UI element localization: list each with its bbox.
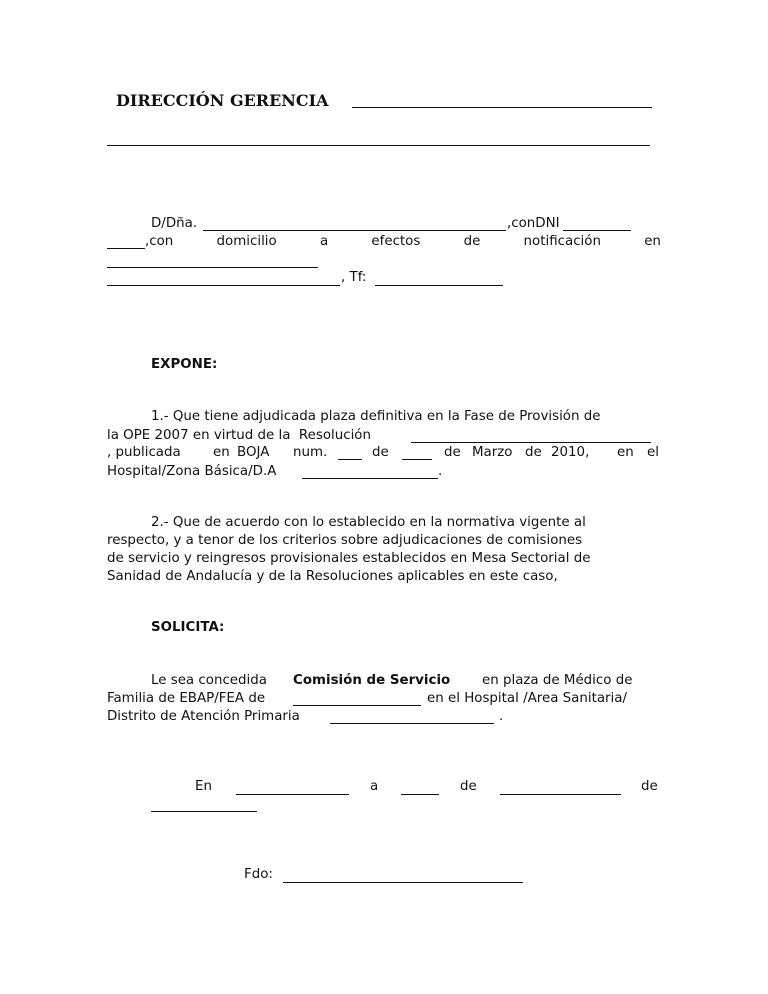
phone-blank[interactable] bbox=[375, 285, 503, 286]
word: , publicada bbox=[107, 445, 181, 460]
solicita-heading: SOLICITA: bbox=[151, 620, 225, 635]
place-blank[interactable] bbox=[236, 794, 349, 795]
expone-p1-line1: 1.- Que tiene adjudicada plaza definitiva en la Fase de Provisión de bbox=[151, 409, 601, 424]
dni-continuation-blank[interactable] bbox=[107, 248, 145, 249]
solicita-line1-suffix: en plaza de Médico de bbox=[482, 673, 633, 688]
period: . bbox=[438, 464, 443, 479]
solicita-line2-prefix: Familia de EBAP/FEA de bbox=[107, 691, 266, 706]
address-blank-2[interactable] bbox=[107, 285, 340, 286]
word: ,con bbox=[145, 234, 174, 249]
expone-p1-line3 bbox=[107, 444, 661, 462]
day-blank[interactable] bbox=[402, 459, 432, 460]
word: de bbox=[463, 234, 481, 249]
signature-blank[interactable] bbox=[283, 882, 523, 883]
date-en: En bbox=[195, 779, 212, 794]
word: de bbox=[444, 445, 461, 460]
expone-p1-line2: la OPE 2007 en virtud de la Resolución bbox=[107, 428, 371, 443]
word: el bbox=[647, 445, 659, 460]
month-blank[interactable] bbox=[500, 794, 621, 795]
date-a: a bbox=[370, 779, 379, 794]
word: en bbox=[213, 445, 230, 460]
solicita-line1-prefix: Le sea concedida bbox=[151, 673, 267, 688]
expone-p2-line2: respecto, y a tenor de los criterios sobre adjudicaciones de comisiones bbox=[107, 533, 583, 548]
resolucion-blank[interactable] bbox=[411, 442, 651, 443]
solicita-line2-suffix: en el Hospital /Area Sanitaria/ bbox=[427, 691, 627, 706]
word: de bbox=[525, 445, 542, 460]
solicita-line1-bold: Comisión de Servicio bbox=[293, 673, 451, 688]
expone-p2-line1: 2.- Que de acuerdo con lo establecido en la normativa vigente al bbox=[151, 515, 586, 530]
expone-p2-line4: Sanidad de Andalucía y de la Resoluciones aplicables en este caso, bbox=[107, 569, 558, 584]
name-blank[interactable] bbox=[203, 230, 506, 231]
date-de2: de bbox=[641, 779, 658, 794]
word: a bbox=[319, 234, 329, 249]
expone-p1-line4: Hospital/Zona Básica/D.A bbox=[107, 464, 277, 479]
title-blank-line bbox=[352, 107, 652, 108]
solicita-line3-prefix: Distrito de Atención Primaria bbox=[107, 709, 300, 724]
solicita-line3-suffix: . bbox=[499, 709, 504, 724]
word: de bbox=[372, 445, 389, 460]
address-blank-1[interactable] bbox=[107, 267, 318, 268]
title-second-blank-line bbox=[107, 145, 650, 146]
word: en bbox=[617, 445, 634, 460]
phone-label: , Tf: bbox=[341, 270, 367, 285]
dni-blank[interactable] bbox=[563, 230, 631, 231]
page-title: DIRECCIÓN GERENCIA bbox=[116, 91, 329, 110]
district-blank[interactable] bbox=[330, 723, 494, 724]
dni-label: ,conDNI bbox=[507, 216, 560, 231]
word: num. bbox=[293, 445, 328, 460]
word: BOJA bbox=[237, 445, 270, 460]
name-label: D/Dña. bbox=[151, 216, 198, 231]
specialty-blank[interactable] bbox=[293, 705, 421, 706]
date-de1: de bbox=[460, 779, 477, 794]
word: 2010, bbox=[551, 445, 590, 460]
word: Marzo bbox=[472, 445, 513, 460]
address-intro-line bbox=[145, 233, 661, 251]
num-blank[interactable] bbox=[338, 459, 362, 460]
expone-heading: EXPONE: bbox=[151, 357, 218, 372]
word: efectos bbox=[371, 234, 421, 249]
word: en bbox=[644, 234, 661, 249]
day-date-blank[interactable] bbox=[401, 794, 439, 795]
expone-p2-line3: de servicio y reingresos provisionales establecidos en Mesa Sectorial de bbox=[107, 551, 591, 566]
word: domicilio bbox=[216, 234, 277, 249]
word: notificación bbox=[523, 234, 601, 249]
year-blank[interactable] bbox=[151, 811, 257, 812]
hospital-blank[interactable] bbox=[302, 478, 438, 479]
signature-label: Fdo: bbox=[244, 867, 273, 882]
